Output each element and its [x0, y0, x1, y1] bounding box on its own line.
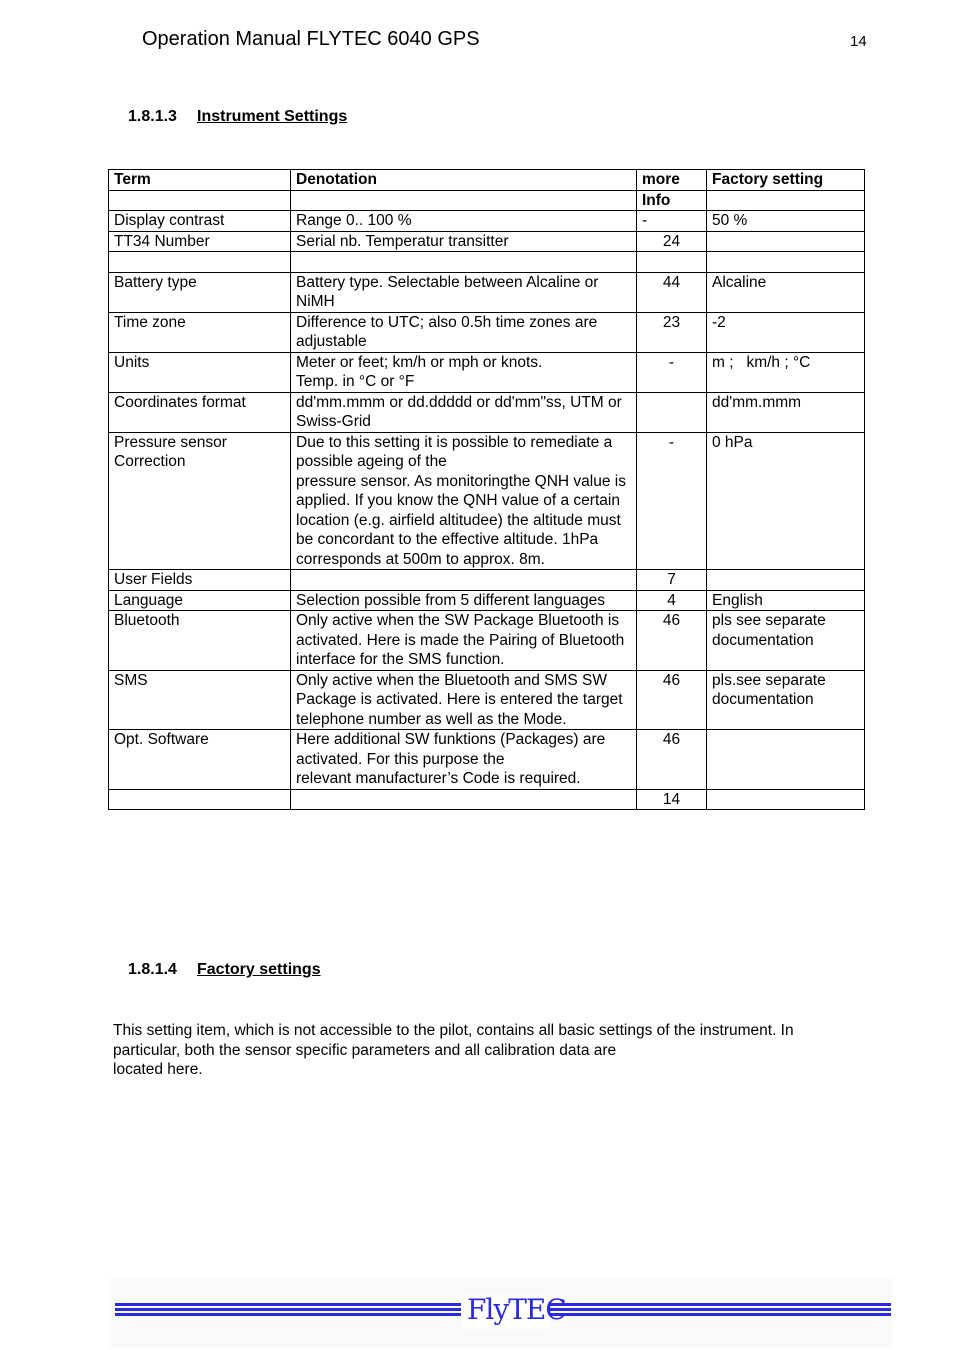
cell-info: 23: [637, 312, 707, 352]
table-row: [109, 570, 865, 591]
cell-denotation: [291, 352, 637, 392]
cell-denotation: Selection possible from 5 different languages: [291, 590, 637, 611]
cell-info: 44: [637, 272, 707, 312]
cell-term: Language: [109, 590, 291, 611]
header-more-info: more: [637, 170, 707, 191]
cell-term: Opt. Software: [109, 730, 291, 790]
cell-info: 46: [637, 730, 707, 790]
cell-info: -: [637, 432, 707, 570]
cell-factory: [707, 789, 865, 810]
table-row: [109, 252, 865, 273]
cell-info: 46: [637, 611, 707, 671]
header-more-info-line2: Info: [637, 190, 707, 211]
table-row: [109, 611, 865, 671]
cell-factory: 0 hPa: [707, 432, 865, 570]
cell-term: Coordinates format: [109, 392, 291, 432]
cell-factory: Alcaline: [707, 272, 865, 312]
cell-factory: dd'mm.mmm: [707, 392, 865, 432]
cell-info: 4: [637, 590, 707, 611]
denotation-line: relevant manufacturer’s Code is required.: [296, 770, 581, 787]
cell-term: Display contrast: [109, 211, 291, 232]
footer-logo-bar: [115, 1293, 891, 1326]
cell-factory: [707, 252, 865, 273]
section-title: Factory settings: [197, 961, 321, 978]
paragraph-line: located here.: [113, 1061, 203, 1078]
cell-factory: [707, 730, 865, 790]
denotation-line: Due to this setting it is possible to remediate a possible ageing of the: [296, 433, 613, 470]
cell-term: [109, 789, 291, 810]
cell-info: [637, 252, 707, 273]
cell-denotation: [291, 570, 637, 591]
denotation-line: Temp. in °C or °F: [296, 373, 415, 390]
header-denotation: Denotation: [291, 170, 637, 191]
flytec-logo: FlyTEC: [467, 1293, 566, 1326]
denotation-line: Meter or feet; km/h or mph or knots.: [296, 353, 543, 371]
section-heading-factory-settings: [128, 961, 321, 979]
cell-denotation: [291, 789, 637, 810]
cell-factory: pls see separate documentation: [707, 611, 865, 671]
table-row: [109, 590, 865, 611]
cell-denotation: dd'mm.mmm or dd.ddddd or dd'mm"ss, UTM or Swiss-Grid: [291, 392, 637, 432]
cell-info: -: [637, 211, 707, 232]
cell-info: [637, 392, 707, 432]
denotation-line: Here additional SW funktions (Packages) are activated. For this purpose the: [296, 731, 606, 768]
cell-denotation: Only active when the Bluetooth and SMS SW Package is activated. Here is entered the target telephone number as well as the Mode.: [291, 670, 637, 730]
cell-denotation: [291, 432, 637, 570]
section-heading-instrument-settings: [128, 108, 347, 126]
cell-factory: [707, 570, 865, 591]
cell-term: Battery type: [109, 272, 291, 312]
instrument-settings-table: [108, 169, 865, 810]
cell-factory: m ; km/h ; °C: [707, 352, 865, 392]
cell-factory: pls.see separate documentation: [707, 670, 865, 730]
table-row: [109, 789, 865, 810]
page-number: 14: [850, 33, 867, 50]
cell-info: 24: [637, 231, 707, 252]
cell-term: Bluetooth: [109, 611, 291, 671]
cell-term: [109, 432, 291, 570]
section-number: 1.8.1.3: [128, 108, 177, 125]
header-term: Term: [109, 170, 291, 191]
cell-denotation: Difference to UTC; also 0.5h time zones are adjustable: [291, 312, 637, 352]
page-title: Operation Manual FLYTEC 6040 GPS: [142, 28, 480, 50]
cell-denotation: Range 0.. 100 %: [291, 211, 637, 232]
cell-factory: 50 %: [707, 211, 865, 232]
factory-settings-paragraph: [113, 1021, 873, 1080]
table-row: [109, 231, 865, 252]
cell-factory: -2: [707, 312, 865, 352]
cell-term: Units: [109, 352, 291, 392]
cell-term: TT34 Number: [109, 231, 291, 252]
table-row: [109, 312, 865, 352]
term-line: Pressure sensor: [114, 433, 227, 451]
cell-factory: [707, 231, 865, 252]
cell-factory: English: [707, 590, 865, 611]
table-header-row: [109, 170, 865, 191]
cell-term: User Fields: [109, 570, 291, 591]
cell-info: 7: [637, 570, 707, 591]
cell-denotation: Serial nb. Temperatur transitter: [291, 231, 637, 252]
term-line: Correction: [114, 453, 186, 470]
cell-denotation: Battery type. Selectable between Alcaline or NiMH: [291, 272, 637, 312]
cell-info: -: [637, 352, 707, 392]
paragraph-line: This setting item, which is not accessible to the pilot, contains all basic settings of the instrument. In: [113, 1022, 794, 1039]
table-row: [109, 730, 865, 790]
cell-term: Time zone: [109, 312, 291, 352]
table-row: [109, 352, 865, 392]
table-header-row-2: [109, 190, 865, 211]
table-row: [109, 392, 865, 432]
table-row: [109, 211, 865, 232]
cell-info: 46: [637, 670, 707, 730]
cell-denotation: [291, 252, 637, 273]
paragraph-line: particular, both the sensor specific parameters and all calibration data are: [113, 1041, 617, 1059]
cell-denotation: [291, 730, 637, 790]
section-number: 1.8.1.4: [128, 961, 177, 978]
table-row: [109, 432, 865, 570]
cell-term: SMS: [109, 670, 291, 730]
header-factory-setting: Factory setting: [707, 170, 865, 191]
denotation-line: pressure sensor. As monitoringthe QNH value is applied. If you know the QNH value of a certain location (e.g. airfield altitudee) the altitude must be concordant to the effective altitude. 1hPa corresponds at 500m to approx. 8m.: [296, 472, 626, 568]
cell-info: 14: [637, 789, 707, 810]
table-row: [109, 670, 865, 730]
cell-denotation: Only active when the SW Package Bluetooth is activated. Here is made the Pairing of Bluetooth interface for the SMS function.: [291, 611, 637, 671]
section-title: Instrument Settings: [197, 108, 348, 125]
table-row: [109, 272, 865, 312]
cell-term: [109, 252, 291, 273]
